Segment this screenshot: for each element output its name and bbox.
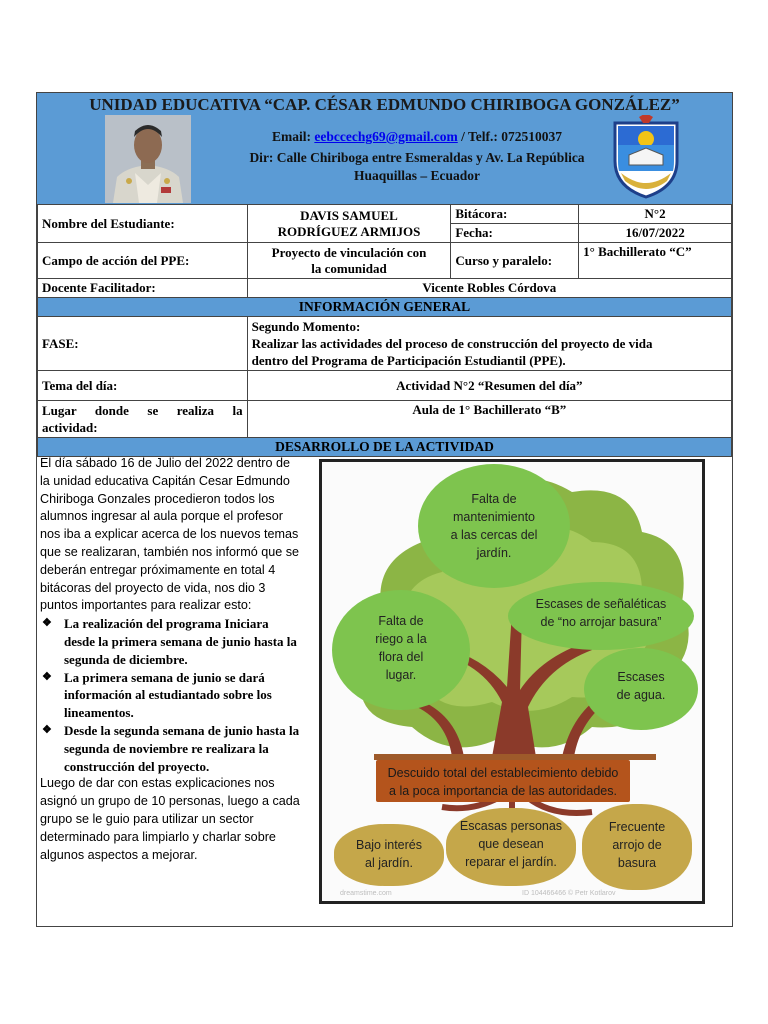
root-mid-line: que desean — [478, 837, 544, 851]
campo-line1: Proyecto de vinculación con — [271, 244, 427, 260]
fase-label: FASE: — [38, 317, 248, 371]
trunk-problem-line: Descuido total del establecimiento debido — [387, 766, 619, 780]
leaf-right-top-line: de “no arrojar basura” — [540, 615, 662, 629]
email-link[interactable]: eebccechg69@gmail.com — [314, 129, 458, 144]
leaf-left-line: riego a la — [375, 632, 427, 646]
leaf-top-text — [428, 490, 560, 562]
school-crest — [609, 115, 683, 199]
root-left-line: Bajo interés — [355, 838, 422, 852]
watermark-text: dreamstime.com — [340, 890, 392, 897]
root-right-text — [584, 818, 690, 872]
root-mid-line: reparar el jardín. — [465, 855, 557, 869]
bullet-item — [40, 669, 302, 722]
leaf-left-line: Falta de — [378, 614, 424, 628]
watermark-id: ID 104466466 © Petr Kotlarov — [522, 890, 616, 897]
leaf-top-line: a las cercas del — [450, 528, 538, 542]
bullet-item — [40, 615, 302, 668]
activity-body — [37, 455, 732, 927]
city: Huaquillas – Ecuador — [353, 168, 481, 183]
leaf-left-line: flora del — [378, 650, 424, 664]
fecha-label: Fecha: — [451, 224, 579, 243]
root-left-line: al jardín. — [365, 856, 413, 870]
student-info-table — [37, 204, 732, 457]
school-title: UNIDAD EDUCATIVA “CAP. CÉSAR EDMUNDO CHIRIBOGA GONZÁLEZ” — [89, 95, 680, 114]
fase-line1: Segundo Momento: — [251, 319, 361, 334]
root-right-line: Frecuente — [608, 820, 666, 834]
lugar-value: Aula de 1° Bachillerato “B” — [247, 401, 731, 438]
student-label: Nombre del Estudiante: — [38, 205, 248, 243]
bullet-item — [40, 722, 302, 775]
intro-paragraph: El día sábado 16 de Julio del 2022 dentro de la unidad educativa Capitán Cesar Edmundo Chiriboga Gonzales procedieron todos los alumnos ingresar al aula porque el profesor nos iba a explicar acerca de los nuevos temas que se realizaran, también nos informó que se deberán entregar próximamente en total 4 bitácoras del proyecto de vida, nos dio 3 puntos importantes para realizar esto: — [40, 456, 300, 613]
root-mid-text — [450, 817, 572, 871]
root-mid-line: Escasas personas — [459, 819, 563, 833]
tema-label: Tema del día: — [38, 371, 248, 401]
docente-value: Vicente Robles Córdova — [247, 279, 731, 298]
diamond-bullet-icon: ❖ — [42, 723, 52, 736]
document-sheet — [36, 92, 733, 927]
student-name-line1: DAVIS SAMUEL — [300, 207, 398, 223]
leaf-left-line: lugar. — [385, 668, 417, 682]
address: Dir: Calle Chiriboga entre Esmeraldas y Av. La República — [249, 150, 585, 165]
diamond-bullet-icon: ❖ — [42, 670, 52, 683]
leaf-right-top-line: Escases de señaléticas — [535, 597, 667, 611]
bitacora-value: N°2 — [579, 205, 732, 224]
diamond-bullet-icon: ❖ — [42, 617, 52, 630]
curso-label: Curso y paralelo: — [451, 243, 579, 279]
trunk-problem-text — [376, 764, 630, 800]
lugar-label-line1: Lugar donde se realiza la — [42, 403, 243, 418]
fase-line3: dentro del Programa de Participación Estudiantil (PPE). — [251, 353, 566, 368]
closing-paragraph: Luego de dar con estas explicaciones nos asignó un grupo de 10 personas, luego a cada grupo se le guio para utilizar un sector determinado para limpiarlo y charlar sobre algunos aspectos a mejorar. — [40, 776, 300, 862]
leaf-right-top-text — [512, 595, 690, 631]
bullet-text: Desde la segunda semana de junio hasta la segunda de noviembre re realizara la construcción del proyecto. — [64, 722, 300, 774]
lugar-label — [38, 401, 248, 438]
curso-value: 1° Bachillerato “C” — [579, 243, 732, 279]
campo-label: Campo de acción del PPE: — [38, 243, 248, 279]
section-desarrollo: DESARROLLO DE LA ACTIVIDAD — [38, 438, 732, 457]
fase-line2: Realizar las actividades del proceso de construcción del proyecto de vida — [251, 336, 653, 351]
leaf-right-text — [588, 668, 694, 704]
bullet-list — [40, 615, 302, 775]
problem-tree-diagram — [319, 459, 705, 904]
leaf-right-line: de agua. — [616, 688, 666, 702]
student-name-line2: RODRÍGUEZ ARMIJOS — [277, 223, 421, 239]
docente-label: Docente Facilitador: — [38, 279, 248, 298]
section-general: INFORMACIÓN GENERAL — [38, 298, 732, 317]
root-left-text — [338, 836, 440, 872]
lugar-label-line2: actividad: — [42, 420, 98, 435]
email-label: Email: — [271, 129, 311, 144]
leaf-right-line: Escases — [617, 670, 665, 684]
leaf-top-line: jardín. — [476, 546, 512, 560]
fase-value — [247, 317, 731, 371]
campo-value — [247, 243, 451, 279]
tema-value: Actividad N°2 “Resumen del día” — [247, 371, 731, 401]
trunk-problem-line: a la poca importancia de las autoridades. — [389, 784, 617, 798]
fecha-value: 16/07/2022 — [579, 224, 732, 243]
bitacora-label: Bitácora: — [451, 205, 579, 224]
root-right-line: arrojo de — [612, 838, 662, 852]
campo-line2: la comunidad — [311, 260, 387, 276]
leaf-top-line: Falta de — [471, 492, 517, 506]
leaf-top-line: mantenimiento — [453, 510, 535, 524]
header-banner — [37, 93, 732, 205]
activity-narrative — [40, 455, 302, 864]
contact-line — [197, 129, 637, 145]
founder-portrait — [105, 115, 191, 203]
student-name — [247, 205, 451, 243]
phone: / Telf.: 072510037 — [461, 129, 563, 144]
bullet-text: La primera semana de junio se dará información al estudiantado sobre los lineamentos. — [64, 669, 272, 721]
bullet-text: La realización del programa Iniciara desde la primera semana de junio hasta la segunda de diciembre. — [64, 616, 297, 667]
leaf-left-text — [342, 612, 460, 684]
root-right-line: basura — [617, 856, 657, 870]
